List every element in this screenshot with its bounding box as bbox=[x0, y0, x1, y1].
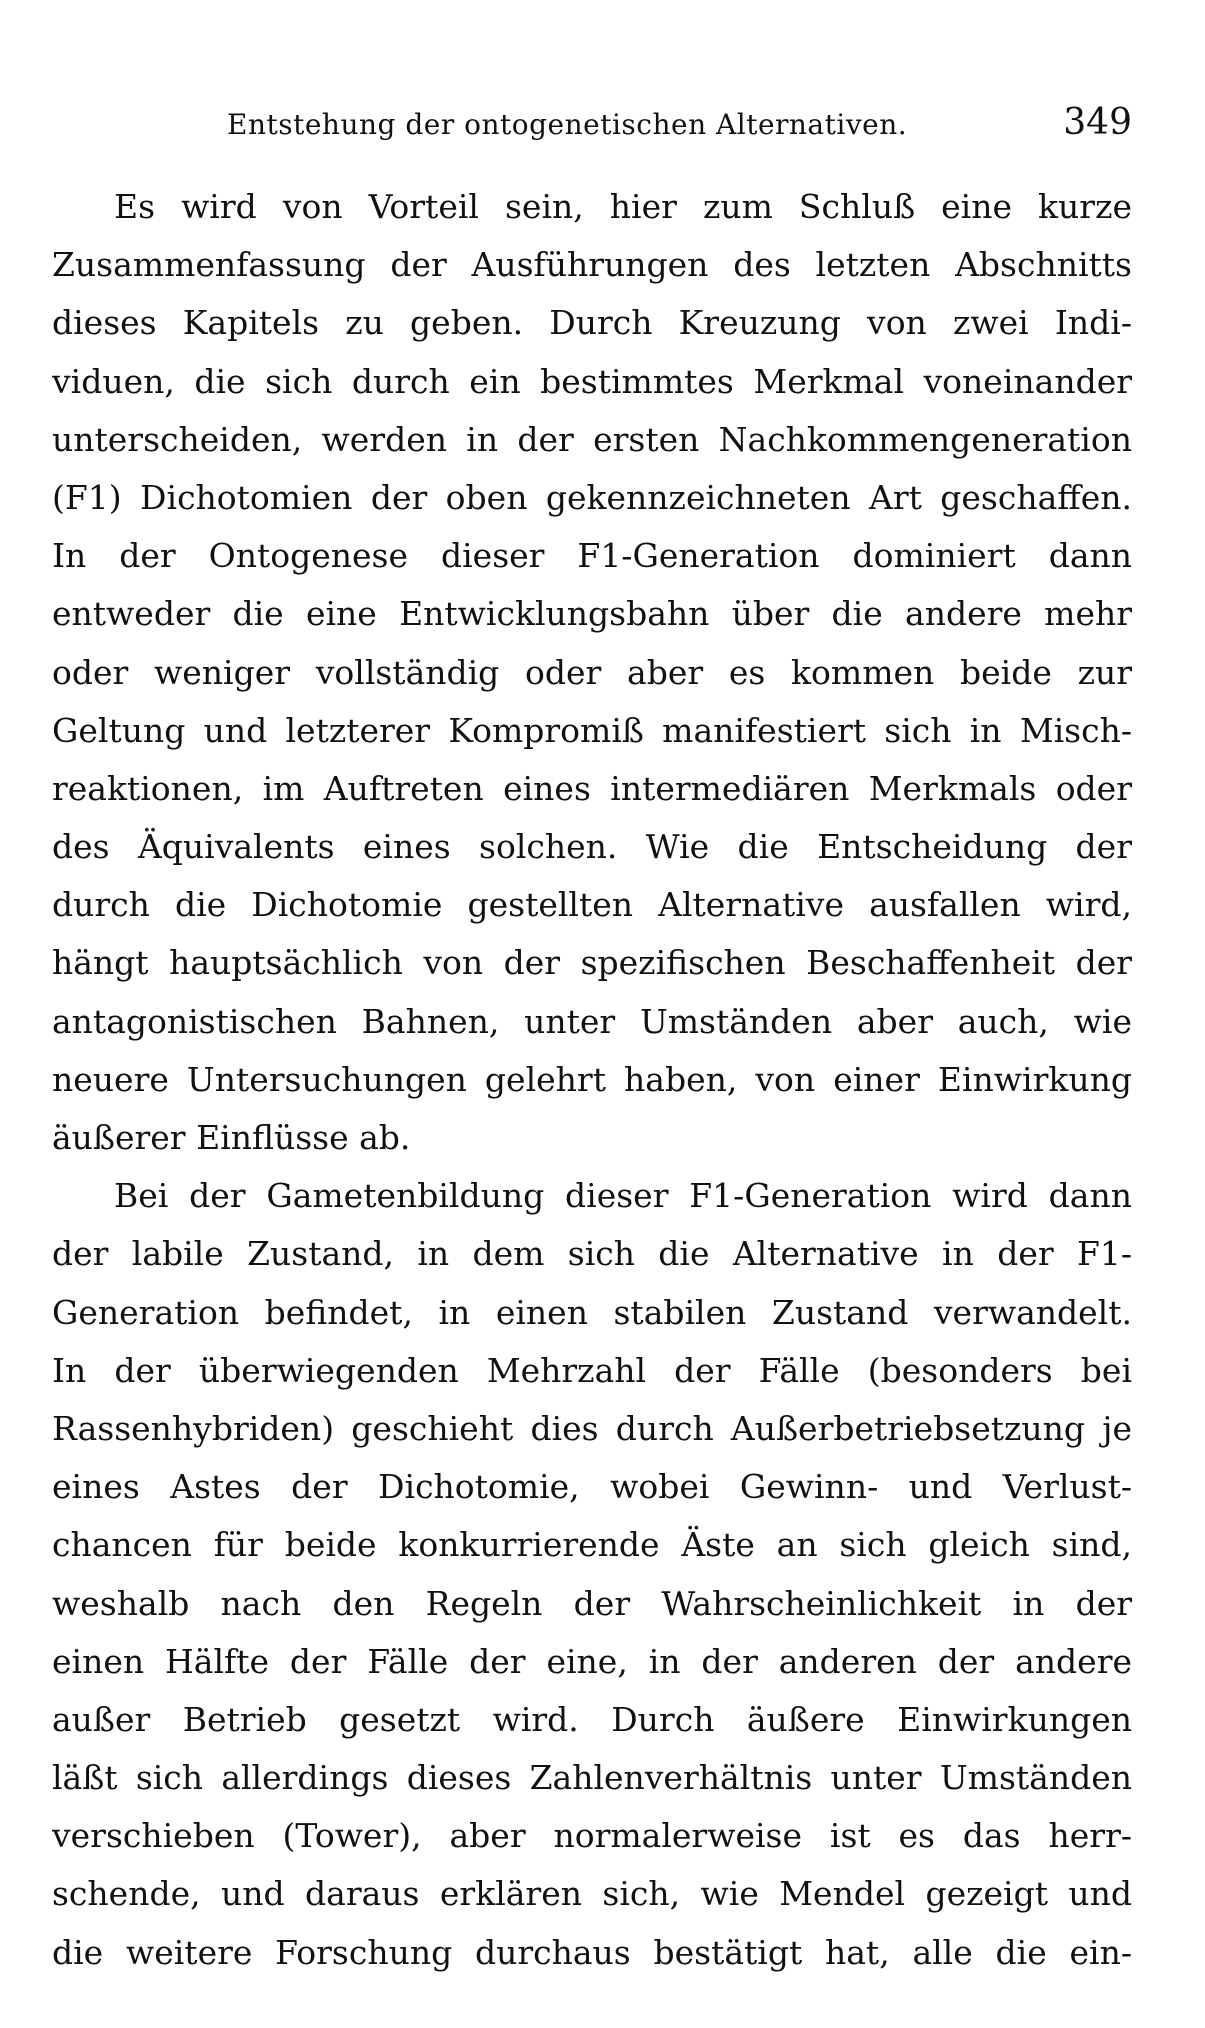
text-line: verschieben (Tower), aber normalerweise ist es das herr- bbox=[52, 1816, 1132, 1856]
text-line: neuere Untersuchungen gelehrt haben, von einer Einwirkung bbox=[52, 1059, 1132, 1099]
text-line: einen Hälfte der Fälle der eine, in der anderen der andere bbox=[52, 1641, 1132, 1681]
page-number: 349 bbox=[1063, 102, 1132, 143]
text-line: Zusammenfassung der Ausführungen des letzten Abschnitts bbox=[52, 245, 1132, 285]
text-line: läßt sich allerdings dieses Zahlenverhältnis unter Umständen bbox=[52, 1758, 1132, 1798]
text-line: reaktionen, im Auftreten eines intermediären Merkmals oder bbox=[52, 768, 1132, 808]
text-line: außer Betrieb gesetzt wird. Durch äußere Einwirkungen bbox=[52, 1699, 1132, 1739]
text-line: Generation befindet, in einen stabilen Zustand verwandelt. bbox=[52, 1292, 1132, 1332]
text-line: chancen für beide konkurrierende Äste an sich gleich sind, bbox=[52, 1525, 1132, 1565]
text-line: schende, und daraus erklären sich, wie Mendel gezeigt und bbox=[52, 1874, 1132, 1914]
running-head bbox=[52, 100, 1132, 150]
text-line: oder weniger vollständig oder aber es kommen beide zur bbox=[52, 652, 1132, 692]
text-line: In der überwiegenden Mehrzahl der Fälle (besonders bei bbox=[52, 1350, 1132, 1390]
body-text bbox=[52, 178, 1132, 1982]
text-line: die weitere Forschung durchaus bestätigt hat, alle die ein- bbox=[52, 1932, 1132, 1972]
text-line: antagonistischen Bahnen, unter Umständen aber auch, wie bbox=[52, 1001, 1132, 1041]
text-line: In der Ontogenese dieser F1-Generation dominiert dann bbox=[52, 536, 1132, 576]
paragraph-2 bbox=[52, 1167, 1132, 1982]
text-line: (F1) Dichotomien der oben gekennzeichneten Art geschaffen. bbox=[52, 477, 1132, 517]
text-line: entweder die eine Entwicklungsbahn über die andere mehr bbox=[52, 594, 1132, 634]
text-line: durch die Dichotomie gestellten Alternative ausfallen wird, bbox=[52, 885, 1132, 925]
text-line: viduen, die sich durch ein bestimmtes Merkmal voneinander bbox=[52, 361, 1132, 401]
text-line: Geltung und letzterer Kompromiß manifestiert sich in Misch- bbox=[52, 710, 1132, 750]
text-line: eines Astes der Dichotomie, wobei Gewinn- und Verlust- bbox=[52, 1467, 1132, 1507]
text-line: weshalb nach den Regeln der Wahrscheinlichkeit in der bbox=[52, 1583, 1132, 1623]
text-line: Bei der Gametenbildung dieser F1-Generation wird dann bbox=[114, 1176, 1132, 1216]
text-line: Rassenhybriden) geschieht dies durch Außerbetriebsetzung je bbox=[52, 1408, 1132, 1448]
text-line: äußerer Einflüsse ab. bbox=[52, 1118, 411, 1157]
text-line: hängt hauptsächlich von der spezifischen Beschaffenheit der bbox=[52, 943, 1132, 983]
text-line: dieses Kapitels zu geben. Durch Kreuzung von zwei Indi- bbox=[52, 303, 1132, 343]
text-line: unterscheiden, werden in der ersten Nachkommengeneration bbox=[52, 419, 1132, 459]
text-line: des Äquivalents eines solchen. Wie die Entscheidung der bbox=[52, 827, 1132, 867]
paragraph-1 bbox=[52, 178, 1132, 1167]
text-line: der labile Zustand, in dem sich die Alternative in der F1- bbox=[52, 1234, 1132, 1274]
text-line: Es wird von Vorteil sein, hier zum Schluß eine kurze bbox=[114, 187, 1132, 226]
running-title: Entstehung der ontogenetischen Alternativen. bbox=[227, 108, 908, 141]
